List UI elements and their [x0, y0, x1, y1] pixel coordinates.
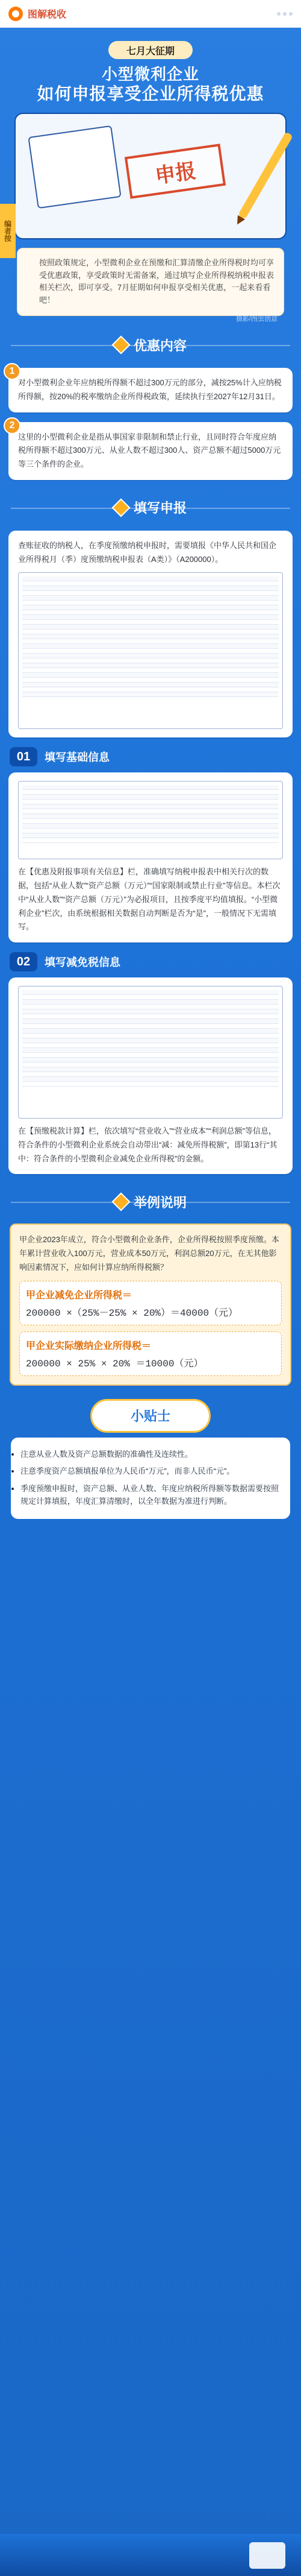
tip-item-2: • 注意季度资产总额填报单位为人民币“万元”，而非人民币“元”。	[20, 1465, 281, 1478]
top-bar	[0, 0, 301, 28]
preferential-text-2: 这里的小型微利企业是指从事国家非限制和禁止行业，且同时符合年度应纳税所得额不超过300万元、从业人数不超过300人、资产总额不超过5000万元等三个条件的企业。	[18, 432, 281, 469]
stamp-illustration: 申报	[125, 144, 226, 199]
menu-dots-icon[interactable]	[277, 12, 293, 16]
step-1-head	[10, 747, 291, 766]
formula-1-expr: 200000 ×（25%－25% × 20%）＝40000（元）	[26, 1307, 238, 1319]
brand[interactable]	[8, 7, 66, 21]
section-head-filing	[0, 491, 301, 525]
tip-item-1: • 注意从业人数及资产总额数据的准确性及连续性。	[20, 1448, 281, 1461]
section-title-preferential: 优惠内容	[114, 336, 187, 355]
step-number-1: 01	[10, 747, 37, 766]
filing-intro-card	[8, 531, 293, 738]
intro-text: 按照政策规定，小型微利企业在预缴和汇算清缴企业所得税时均可享受优惠政策，享受政策时无需备案，通过填写企业所得税纳税申报表相关栏次，即可享受。7月征期如何申报享受相关优惠，一起来看看吧！	[39, 257, 275, 305]
example-desc: 甲企业2023年成立，符合小型微利企业条件，企业所得税按照季度预缴。本年累计营业收入100万元，营业成本50万元，利润总额20万元，在无其他影响因素情况下，应如何计算应纳所得税额？	[19, 1235, 279, 1272]
brand-name: 图解税收	[28, 10, 67, 20]
divider	[11, 345, 290, 346]
basic-info-table-mock	[18, 781, 283, 859]
section-head-example	[0, 1185, 301, 1219]
example-box	[10, 1223, 291, 1385]
diamond-icon	[111, 1193, 130, 1211]
preferential-card-2	[8, 422, 293, 480]
formula-1	[19, 1281, 282, 1325]
formula-1-label: 甲企业减免企业所得税＝	[26, 1290, 132, 1301]
campaign-pill: 七月大征期	[108, 41, 193, 59]
number-badge: 2	[4, 417, 20, 434]
step-2-card	[8, 977, 293, 1174]
formula-2	[19, 1331, 282, 1376]
hero	[0, 28, 301, 323]
filing-intro-text: 查账征收的纳税人，在季度预缴纳税申报时，需要填报《中华人民共和国企业所得税月（季）度预缴纳税申报表（A类）》（A200000）。	[18, 540, 277, 564]
step-2-text: 在【预缴税款计算】栏，依次填写“营业收入”“营业成本”“利润总额”等信息，符合条件的小型微利企业系统会自动带出“减：减免所得税额”，即第13行“其中：符合条件的小型微利企业减免企业所得税”的金额。	[18, 1126, 278, 1163]
divider	[11, 1202, 290, 1203]
step-1-text: 在【优惠及附报事项有关信息】栏，准确填写纳税申报表中相关行次的数据，包括“从业人数”“资产总额（万元）”“国家限制或禁止行业”等信息。本栏次中“从业人数”“资产总额（万元）”为必报项目，且按季度平均值填报。“小型微利企业”栏次，由系统根据相关数据自动判断是否为“是”，一般情况下无需填写。	[18, 867, 281, 932]
hero-title	[10, 65, 291, 104]
preferential-text-1: 对小型微利企业年应纳税所得额不超过300万元的部分，减按25%计入应纳税所得额，按20%的税率缴纳企业所得税政策，延续执行至2027年12月31日。	[18, 378, 282, 401]
tax-form-mock	[18, 572, 283, 729]
intro-card	[17, 248, 284, 323]
footer	[0, 2534, 301, 2576]
formula-2-label: 甲企业实际缴纳企业所得税＝	[26, 1340, 152, 1351]
brand-logo-icon	[8, 7, 23, 21]
hero-illustration	[14, 113, 287, 239]
tip-item-3: • 季度预缴申报时，资产总额、从业人数、年度应纳税所得额等数据需要按照规定计算填报，年度汇算清缴时，以全年数据为准进行判断。	[20, 1483, 281, 1508]
section-head-preferential	[0, 328, 301, 362]
preferential-card-1	[8, 368, 293, 412]
step-2-head	[10, 952, 291, 971]
section-title-filing: 填写申报	[114, 498, 187, 517]
books-illustration	[249, 2542, 285, 2569]
photo-credit: 摄影/图虫创意	[235, 315, 278, 323]
number-badge: 1	[4, 363, 20, 380]
step-title-1: 填写基础信息	[45, 751, 110, 764]
section-title-example: 举例说明	[114, 1193, 187, 1211]
hero-title-line2: 如何申报享受企业所得税优惠	[37, 84, 264, 104]
diamond-icon	[111, 335, 130, 354]
divider	[11, 508, 290, 509]
step-number-2: 02	[10, 952, 37, 971]
formula-2-expr: 200000 × 25% × 20% ＝10000（元）	[26, 1358, 203, 1369]
step-1-card	[8, 772, 293, 942]
tips-cap: 小贴士	[90, 1399, 211, 1433]
pencil-icon	[238, 131, 293, 219]
diamond-icon	[111, 498, 130, 517]
tax-calc-table-mock	[18, 986, 283, 1119]
hero-title-line1: 小型微利企业	[101, 65, 199, 83]
tips-list	[11, 1438, 290, 1519]
step-title-2: 填写减免税信息	[45, 956, 120, 968]
editor-note-tag: 编者按	[0, 204, 16, 258]
document-illustration	[28, 125, 121, 209]
